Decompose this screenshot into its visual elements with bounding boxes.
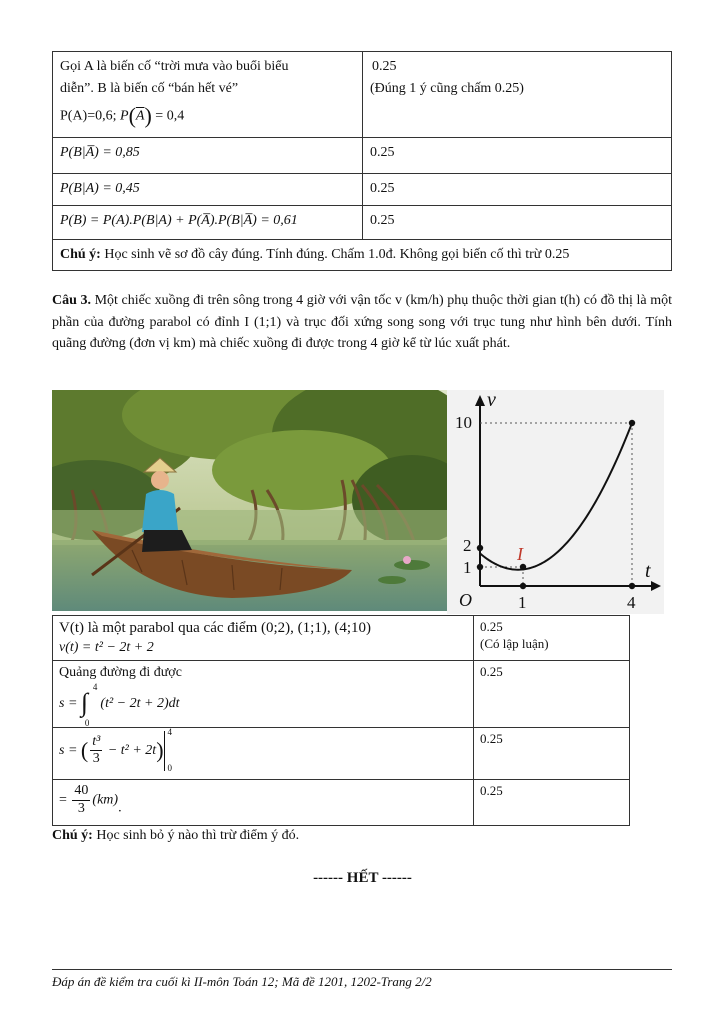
lower-limit: 0 (84, 717, 90, 728)
score: 0.25 (480, 619, 503, 634)
point-0-2 (477, 545, 483, 551)
y-tick-1: 1 (463, 558, 472, 577)
upper-limit: 4 (167, 726, 173, 737)
note-cell (53, 240, 672, 271)
note-label: Chú ý: (60, 247, 101, 263)
score: 0.25 (372, 59, 397, 74)
score-note: (Có lập luận) (480, 635, 549, 651)
end-mark: ------ HẾT ------ (313, 870, 412, 886)
answer-text: P(A)=0,6; (60, 108, 121, 124)
answer-line: Gọi A là biến cố “trời mưa vào buổi biểu (60, 59, 289, 74)
unit: (km) (92, 792, 119, 808)
vertex-label: I (517, 544, 523, 564)
answer-cell (53, 660, 474, 727)
axis-point-1-0 (520, 583, 526, 589)
answer-cell (53, 616, 474, 661)
upper-limit: 4 (92, 681, 98, 692)
table-row (53, 240, 672, 271)
table-row (53, 138, 672, 174)
math-text: $\overline{A}$ (135, 108, 145, 124)
table-row (53, 779, 630, 825)
answer-cell: s = ( $\frac{\text{t³}}{3}$ − t² + 2t) 4 0 (53, 727, 474, 779)
note-label: Chú ý: (52, 828, 93, 843)
answer-cell: P(B) = P(A).P(B|A) + P(A̅).P(B|A̅) = 0,61 (53, 206, 363, 240)
score: 0.25 (474, 779, 630, 825)
math-text: s = (59, 696, 78, 712)
table-row (53, 727, 630, 779)
y-tick-2: 2 (463, 536, 472, 555)
velocity-graph (447, 390, 664, 614)
answer-line: P(A)=0,6; $P(\overline{A}) = 0,4$ (60, 103, 185, 129)
lower-limit: 0 (167, 762, 173, 773)
v-axis-label: v (487, 390, 496, 411)
math-text: P (120, 108, 129, 124)
score: 0.25 (474, 727, 630, 779)
page-footer: Đáp án đề kiểm tra cuối kì II-môn Toán 12; Mã đề 1201, 1202-Trang 2/2 (52, 974, 432, 989)
answer-cell: P(B|A̅) = 0,85 (53, 138, 363, 174)
vertex-point (520, 564, 526, 570)
x-tick-1: 1 (518, 593, 527, 612)
answer-table-question-3 (52, 615, 630, 826)
math-text: = (59, 792, 67, 808)
score-cell (363, 52, 672, 138)
math-text: s = (59, 743, 78, 759)
y-tick-10: 10 (455, 413, 472, 432)
axis-point-4-0 (629, 583, 635, 589)
math-text: − t² + 2t (107, 743, 157, 759)
score: 0.25 (363, 174, 672, 206)
score-note: (Đúng 1 ý cũng chấm 0.25) (370, 80, 524, 96)
math-text: (t² − 2t + 2)dt (100, 696, 180, 712)
answer-line: Quảng đường đi được (59, 664, 182, 680)
fraction-denominator: 3 (77, 800, 85, 816)
answer-line: diễn”. B là biến cố “bán hết vé” (60, 80, 239, 96)
score: 0.25 (363, 206, 672, 240)
question-text: Một chiếc xuồng đi trên sông trong 4 giờ với vận tốc v (km/h) phụ thuộc thời gian t(h) có đồ thị là một phần của đường parabol có đỉnh I (1;1) và trục đối xứng song song với trục tung như hình bên dưới. Tính quãng đường (đơn vị km) mà chiếc xuồng đi được trong 4 giờ kể từ lúc xuất phát. (52, 293, 672, 352)
answer-cell (53, 52, 363, 138)
t-axis-label: t (645, 560, 651, 582)
question-3 (52, 290, 672, 355)
answer-cell (53, 779, 474, 825)
fraction-denominator: 3 (92, 751, 100, 767)
answer-line: V(t) là một parabol qua các điểm (0;2), (1;1), (4;10) (59, 620, 371, 636)
question-label: Câu 3. (52, 293, 91, 308)
table-row (53, 660, 630, 727)
boat-illustration (52, 390, 447, 611)
answer-table-question-2 (52, 51, 672, 271)
table-row (53, 616, 630, 661)
math-text: = 0,4 (155, 108, 185, 124)
score-cell (474, 616, 630, 661)
footer-divider (52, 969, 672, 970)
origin-label: O (459, 590, 472, 610)
fraction-numerator: 40 (72, 783, 90, 801)
note-text: Học sinh bỏ ý nào thì trừ điểm ý đó. (92, 828, 300, 843)
score: 0.25 (363, 138, 672, 174)
x-tick-4: 4 (627, 593, 636, 612)
axis-point-1-1 (477, 564, 483, 570)
table-row (53, 174, 672, 206)
table-row (53, 206, 672, 240)
answer-line: v(t) = t² − 2t + 2 (59, 639, 154, 655)
fraction-numerator: t³ (90, 734, 102, 752)
answer-cell: P(B|A) = 0,45 (53, 174, 363, 206)
integral-expression: s = ∫ 4 0 (t² − 2t + 2)dt (59, 681, 180, 728)
trailing-dot: . (118, 800, 122, 816)
note-text: Học sinh vẽ sơ đồ cây đúng. Tính đúng. Chấm 1.0đ. Không gọi biến cố thì trừ 0.25 (100, 247, 570, 263)
score: 0.25 (474, 660, 630, 727)
note-question-3 (52, 828, 299, 844)
table-row (53, 52, 672, 138)
point-4-10 (629, 420, 635, 426)
